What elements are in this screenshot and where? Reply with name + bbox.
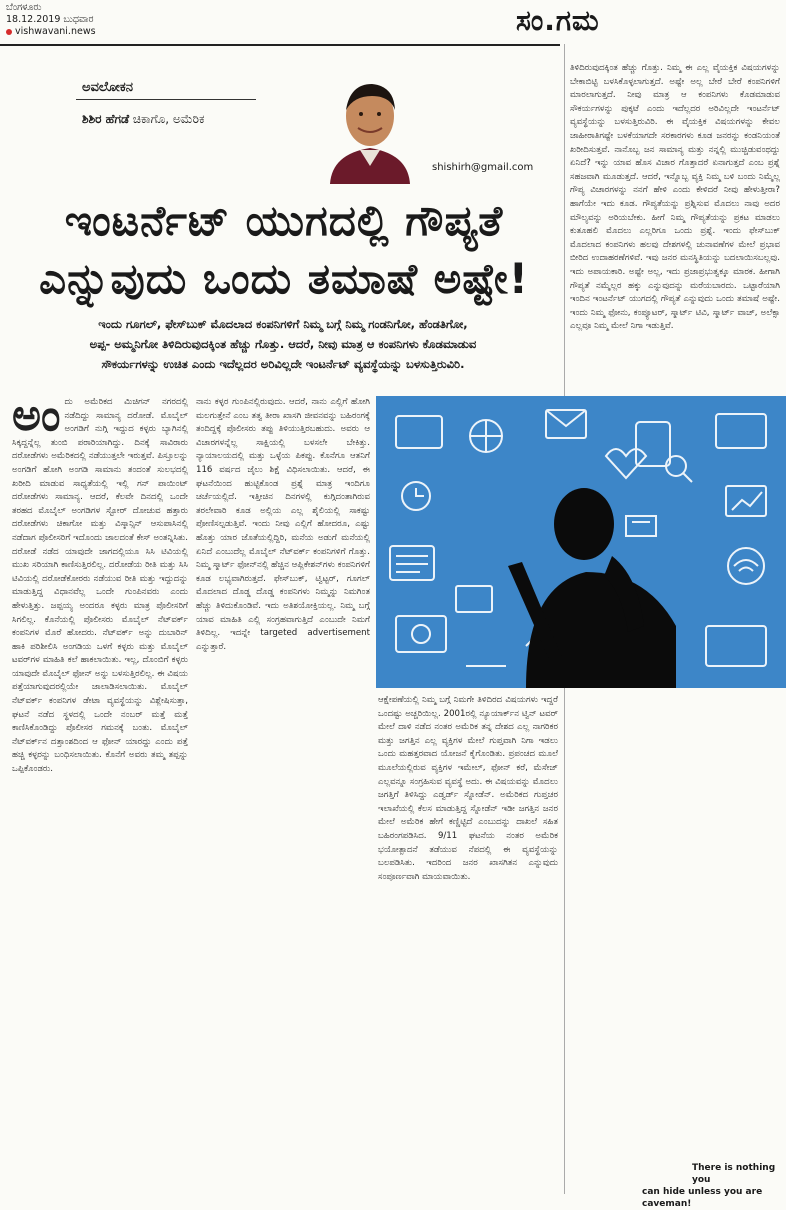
column-4-text: ತಿಳಿದಿರುವುದಕ್ಕಿಂತ ಹೆಚ್ಚು ಗೊತ್ತು. ನಿಮ್ಮ ಈ ಎಲ್ಲ ವೈಯಕ್ತಿಕ ವಿಷಯಗಳನ್ನು ಬೇಕಾಬಿಟ್ಟಿ ಬಳಸಿಕೊಳ್ಳಲಾಗುತ್ತದೆ. ಅಷ್ಟೇ ಅಲ್ಲ ಬೇರೆ ಬೇರೆ ಕಂಪನಿಗಳಿಗೆ ಮಾರಲಾಗುತ್ತದೆ. ನೀವು ಮಾತ್ರ ಆ ಕಂಪನಿಗಳು ಕೊಡಮಾಡುವ ಸೌಕರ್ಯಗಳನ್ನು ಪುಕ್ಕಟೆ ಎಂದು ಇದೆಲ್ಲದರ ಅರಿವಿಲ್ಲದೇ ಇಂಟರ್ನೆಟ್ ವ್ಯವಸ್ಥೆಯನ್ನು ಬಳಸುತ್ತಿರುವಿರಿ. ಈ ವೈಯಕ್ತಿಕ ವಿಷಯಗಳನ್ನು ಕೇವಲ ಜಾಹೀರಾತಿಗಷ್ಟೇ ಬಳಕೆಯಾಗದೇ ಸರಕಾರಗಳು ಕೂಡ ಜನರನ್ನು ಕಂಡನಿಯಂತೆ ಖರೀದಿಸುತ್ತವೆ. ನಾನೊಬ್ಬ ಜನ ಸಾಮಾನ್ಯ ಮತ್ತು ನನ್ನಲ್ಲಿ ಮುಚ್ಚಿಡುವಂಥದ್ದು ಏನಿದೆ? ಇನ್ನು ಯಾವ ಹೊಸ ವಿಚಾರ ಗೊತ್ತಾದರೆ ಏನಾಗುತ್ತದೆ ಎಂಬ ಪ್ರಶ್ನೆ ಸಹಜವಾಗಿ ಮೂಡುತ್ತದೆ. ಆದರೆ, ಇನ್ನೊಬ್ಬ ವ್ಯಕ್ತಿ ನಿಮ್ಮ ಬಳಿ ಬಂದು ನಿಮ್ಮೆಲ್ಲ ಗೌಪ್ಯ ವಿಚಾರಗಳನ್ನು ನನಗೆ ಹೇಳಿ ಎಂದು ಕೇಳಿದರೆ ನೀವು ಹೇಳುತ್ತೀರಾ? ಹಾಗೆಯೇ ಇದು ಕೂಡ. ಗೌಪ್ಯತೆಯನ್ನು ಪ್ರಶ್ನಿಸುವ ಮೊದಲು ನಾವು ಅದರ ಮೌಲ್ಯವನ್ನು ಅರಿಯಬೇಕು. ಹೀಗೆ ನಿಮ್ಮ ಗೌಪ್ಯತೆಯನ್ನು ಪ್ರಕಟ ಮಾಡಲು ಕುತೂಹಲಿ ಮೊದಲು ಎಲ್ಲರಿಗೂ ಒಂದು ಪ್ರಶ್ನೆ. ಇಂದು ಫೇಸ್‌ಬುಕ್ ಮೊದಲಾದ ಕಂಪನಿಗಳು ಹಲವು ದೇಶಗಳಲ್ಲಿ ಚುನಾವಣೆಗಳ ಮೇಲೆ ಪ್ರಭಾವ ಬೀರಿದ ಉದಾಹರಣೆಗಳಿವೆ. ಇವು ಜನರ ಮನಸ್ಥಿತಿಯನ್ನು ಬದಲಾಯಿಸಬಲ್ಲವು. ಇದು ಅಪಾಯಕಾರಿ. ಅಷ್ಟೇ ಅಲ್ಲ, ಇದು ಪ್ರಜಾಪ್ರಭುತ್ವಕ್ಕೂ ಮಾರಕ. ಹೀಗಾಗಿ ಗೌಪ್ಯತೆ ನಮ್ಮೆಲ್ಲರ ಹಕ್ಕು ಎನ್ನುವುದನ್ನು ಮರೆಯಬಾರದು. ಒಟ್ಟಾರೆಯಾಗಿ ಇಂದಿನ ಇಂಟರ್ನೆಟ್ ಯುಗದಲ್ಲಿ ಗೌಪ್ಯತೆ ಎನ್ನುವುದು ಒಂದು ತಮಾಷೆ ಅಷ್ಟೇ. ಇಂದು ನಿಮ್ಮ ಫೋನು, ಕಂಪ್ಯೂಟರ್, ಸ್ಮಾರ್ಟ್ ಟಿವಿ, ಸ್ಮಾರ್ಟ್ ವಾಚ್, ಅಲೆಕ್ಸಾ ಎಲ್ಲವೂ ನಿಮ್ಮ ಮೇಲೆ ನಿಗಾ ಇಡುತ್ತಿವೆ. <box>570 63 780 332</box>
standfirst-line-2: ಅಪ್ಪ- ಅಮ್ಮನಿಗೋ ತಿಳಿದಿರುವುದಕ್ಕಿಂತ ಹೆಚ್ಚು ಗೊತ್ತು. ಆದರೆ, ನೀವು ಮಾತ್ರ ಆ ಕಂಪನಿಗಳು ಕೊಡಮಾಡುವ <box>89 337 477 351</box>
page-header <box>6 2 96 38</box>
standfirst-line-3: ಸೌಕರ್ಯಗಳನ್ನು ಉಚಿತ ಎಂದು ಇದೆಲ್ಲದರ ಅರಿವಿಲ್ಲದೇ ಇಂಟರ್ನೆಟ್ ವ್ಯವಸ್ಥೆಯನ್ನು ಬಳಸುತ್ತಿರುವಿರಿ. <box>101 357 465 371</box>
drop-cap: ಅಂ <box>12 396 61 441</box>
article-column-2 <box>196 396 370 1196</box>
standfirst <box>18 314 548 374</box>
headline <box>10 192 558 308</box>
closing-quote <box>642 1162 786 1210</box>
city-label: ಬೆಂಗಳೂರು <box>6 2 42 13</box>
column-1-text: ದು ಅಮೆರಿಕದ ಮಿಚಿಗನ್ ನಗರದಲ್ಲಿ ನಡೆದಿದ್ದು ಸಾಮಾನ್ಯ ದರೋಡೆ. ಮೊಬೈಲ್ ಅಂಗಡಿಗೆ ನುಗ್ಗಿ ಇದ್ದುದ ಕಳ್ಳರು ಬ್ಯಾಗಿನಲ್ಲಿ ಸಿಕ್ಕದ್ದನ್ನೆಲ್ಲ ತುಂಬಿ ಪರಾರಿಯಾಗಿದ್ದು. ದಿನಕ್ಕೆ ಸಾವಿರಾರು ದರೋಡೆಗಳು ಅಮೆರಿಕದಲ್ಲಿ ನಡೆಯುತ್ತಲೇ ಇರುತ್ತವೆ. ಪಿಸ್ತೂಲನ್ನು ಅಂಗಡಿಗೆ ಹೋಗಿ ಅಂಗಡಿ ಸಾಮಾನು ತಂದಂತೆ ಸುಲಭದಲ್ಲಿ ಖರೀದಿ ಮಾಡುವ ಸಾಧ್ಯತೆಯಲ್ಲಿ ಇಲ್ಲಿ ಗನ್ ಪಾಯಿಂಟ್ ದರೋಡೆಗಳು ಸಾಮಾನ್ಯ. ಆದರೆ, ಕೆಲವೇ ದಿನದಲ್ಲಿ ಒಂದೇ ತರಹದ ಮೊಬೈಲ್ ಅಂಗಡಿಗಳ ಸ್ಟೋರ್ ದೋಚುವ ಹತ್ತಾರು ದರೋಡೆಗಳು ಚಿಕಾಗೋ ಮತ್ತು ವಿಸ್ಕಾನ್ಸಿನ್ ಆಸುಪಾಸಿನಲ್ಲಿ ನಡೆದಾಗ ಪೊಲೀಸರಿಗೆ ಇದೊಂದು ಜಾಲದಂತೆ ಕೇಸ್ ಅಂತನ್ನಿಸಿತು. ದರೋಡೆ ನಡೆದ ಯಾವುದೇ ಜಾಗದಲ್ಲಿಯೂ ಸಿಸಿ ಟಿವಿಯಲ್ಲಿ ಮುಖ ಸರಿಯಾಗಿ ಕಾಣಿಸುತ್ತಿರಲಿಲ್ಲ. ದರೋಡೆಯ ರೀತಿ ಮತ್ತು ಸಿಸಿ ಟಿವಿಯಲ್ಲಿ ದರೋಡೆಕೋರರು ನಡೆಯುವ ರೀತಿ ಮತ್ತು ಇದ್ದುದನ್ನು ಮಾಡುತ್ತಿದ್ದ ವಿಧಾನವೆಲ್ಲ ಒಂದೇ ಗುಂಪಿನವರು ಎಂದು ಹೇಳುತ್ತಿತ್ತು. ಜಪ್ಪಯ್ಯ ಅಂದರೂ ಕಳ್ಳರು ಮಾತ್ರ ಪೊಲೀಸರಿಗೆ ಸಿಗಲಿಲ್ಲ. ಕೊನೆಯಲ್ಲಿ ಪೊಲೀಸರು ಮೊಬೈಲ್ ನೆಟ್‌ವರ್ಕ್ ಕಂಪನಿಗಳ ಮೊರೆ ಹೋದರು. ನೆಟ್‌ವರ್ಕ್ ಅನ್ನು ದುಬಾರಿನ್ ಹಾಕಿ ಪರಿಶೀಲಿಸಿ ಅಂಗಡಿಯ ಒಳಗೆ ಕಳ್ಳರು ಮತ್ತು ಮೊಬೈಲ್ ಟವರ್‌ಗಳ ಮಾಹಿತಿ ಕಲೆ ಹಾಕಲಾಯಿತು. ಇಲ್ಲ, ದೊಂಬಿಗೆ ಕಳ್ಳರು ಯಾವುದೇ ಮೊಬೈಲ್ ಫೋನ್ ಅನ್ನು ಬಳಸುತ್ತಿರಲಿಲ್ಲ. ಈ ವಿಷಯ ಪತ್ತೆಯಾಗುವುದರಲ್ಲಿಯೇ ಜಾಲಾಡಿಸಲಾಯಿತು. ಮೊಬೈಲ್ ನೆಟ್‌ವರ್ಕ್ ಕಂಪನಿಗಳ ಡೇಟಾ ವ್ಯವಸ್ಥೆಯನ್ನು ವಿಶ್ಲೇಷಿಸುತ್ತಾ, ಘಟನೆ ನಡೆದ ಸ್ಥಳದಲ್ಲಿ ಒಂದೇ ನಂಬರ್ ಮತ್ತೆ ಮತ್ತೆ ಕಾಣಿಸಿಕೊಂಡಿದ್ದು ಪೊಲೀಸರ ಗಮನಕ್ಕೆ ಬಂತು. ಮೊಬೈಲ್ ನೆಟ್‌ವರ್ಕ್‌ನ ದತ್ತಾಂಶದಿಂದ ಆ ಫೋನ್ ಯಾರದ್ದು ಎಂದು ಪತ್ತೆ ಹಚ್ಚಿ ಕಳ್ಳರನ್ನು ಬಂಧಿಸಲಾಯಿತು. ಕೊನೆಗೆ ಅವರು ತಮ್ಮ ತಪ್ಪನ್ನು ಒಪ್ಪಿಕೊಂಡರು. <box>12 397 188 775</box>
kicker-underline <box>76 99 256 100</box>
article-column-3 <box>378 694 558 1196</box>
closing-quote-line-2: can hide unless you are caveman! <box>642 1187 763 1209</box>
illustration-graphic <box>376 396 786 688</box>
date-label: 18.12.2019 ಬುಧವಾರ <box>6 14 94 25</box>
headline-line-2: ಎನ್ನುವುದು ಒಂದು ತಮಾಷೆ ಅಷ್ಟೇ! <box>39 254 529 303</box>
author-byline <box>82 112 306 127</box>
headline-line-1: ಇಂಟರ್ನೆಟ್ ಯುಗದಲ್ಲಿ ಗೌಪ್ಯತೆ <box>64 196 504 245</box>
author-block <box>36 80 306 127</box>
author-photo <box>320 74 420 184</box>
header-rule <box>0 44 560 46</box>
website-line <box>6 26 96 38</box>
column-2-text: ನಾನು ಕಳ್ಳರ ಗುಂಪಿನಲ್ಲಿರುವುದು. ಆದರೆ, ನಾನು ಎಲ್ಲಿಗೆ ಹೋಗಿ ಮಲಗುತ್ತೇನೆ ಎಂಬ ತತ್ವ ತೀರಾ ಖಾಸಗಿ ಜೀವನವನ್ನು ಬಹಿರಂಗಕ್ಕೆ ತಂದಿದ್ದಕ್ಕೆ ಪೊಲೀಸರು ತಪ್ಪು ತಿಳಿಯುತ್ತಿರಬಹುದು. ಅವರು ಆ ವಿಚಾರಗಳನ್ನೆಲ್ಲ ಸಾಕ್ಷಿಯಲ್ಲಿ ಬಳಸಲೇ ಬೇಕಿತ್ತು. ನ್ಯಾಯಾಲಯದಲ್ಲಿ ಮತ್ತು ಒಳ್ಳೆಯ ಪಿಕಪ್ಪು. ಕೊನೆಗೂ ಆತನಿಗೆ 116 ವರ್ಷದ ಜೈಲು ಶಿಕ್ಷೆ ವಿಧಿಸಲಾಯಿತು. ಆದರೆ, ಈ ಘಟನೆಯಿಂದ ಹುಟ್ಟಿಕೊಂಡ ಪ್ರಶ್ನೆ ಮಾತ್ರ ಇಂದಿಗೂ ಚರ್ಚೆಯಲ್ಲಿದೆ. ಇತ್ತೀಚಿನ ದಿನಗಳಲ್ಲಿ ಕುಗ್ಗಿದಂತಾಗಿರುವ ತರಲೇವಾರಿ ಕೂಡ ಅಲ್ಲಿಯ ಎಲ್ಲ ಶೈಲಿಯಲ್ಲಿ ಸಾಕಷ್ಟು ಪೋಣಿಸಲ್ಪಡುತ್ತಿವೆ. ಇಂದು ನೀವು ಎಲ್ಲಿಗೆ ಹೋದರೂ, ಎಷ್ಟು ಹೊತ್ತು ಯಾರ ಜೊತೆಯಲ್ಲಿದ್ದಿರಿ, ಮನೆಯ ಅಡುಗೆ ಮನೆಯಲ್ಲಿ ಏನಿದೆ ಎಂಬುದೆಲ್ಲ ಮೊಬೈಲ್ ನೆಟ್‌ವರ್ಕ್ ಕಂಪನಿಗಳಿಗೆ ಗೊತ್ತು. ನಿಮ್ಮ ಸ್ಮಾರ್ಟ್ ಫೋನ್‌ನಲ್ಲಿ ಹೆಚ್ಚಿನ ಆಪ್ಲಿಕೇಶನ್‌ಗಳು ಕಂಪನಿಗಳಿಗೆ ಕೂಡ ಲಭ್ಯವಾಗಿರುತ್ತದೆ. ಫೇಸ್‌ಬುಕ್, ಟ್ವಿಟ್ಟರ್, ಗೂಗಲ್ ಮೊದಲಾದ ದೊಡ್ಡ ದೊಡ್ಡ ಕಂಪನಿಗಳು ನಿಮ್ಮನ್ನು ನಿಮಗಿಂತ ಹೆಚ್ಚು ತಿಳಿದುಕೊಂಡಿವೆ. ಇದು ಅತಿಶಯೋಕ್ತಿಯಲ್ಲ. ನಿಮ್ಮ ಬಗ್ಗೆ ಯಾವ ಮಾಹಿತಿ ಎಲ್ಲಿ ಸಂಗ್ರಹವಾಗುತ್ತಿದೆ ಎಂಬುದೇ ನಿಮಗೆ ತಿಳಿದಿಲ್ಲ. ಇದನ್ನೇ targeted advertisement ಎನ್ನುತ್ತಾರೆ. <box>196 397 370 652</box>
author-location: ಚಿಕಾಗೊ, ಅಮೆರಿಕ <box>132 112 205 126</box>
author-name: ಶಿಶಿರ ಹೆಗಡೆ <box>82 112 130 126</box>
website-link[interactable]: vishwavani.news <box>15 26 96 37</box>
privacy-illustration <box>376 396 786 688</box>
column-3-text: ಆಕ್ಷೇಪಣೆಯಲ್ಲಿ ನಿಮ್ಮ ಬಗ್ಗೆ ನಿಮಗೇ ತಿಳಿದಿರದ ವಿಷಯಗಳು ಇದ್ದರೆ ಒಂದಷ್ಟು ಅಚ್ಚರಿಯಿಲ್ಲ. 2001ರಲ್ಲಿ ನ್ಯೂಯಾರ್ಕ್‌ನ ಟ್ವಿನ್ ಟವರ್ ಮೇಲೆ ದಾಳಿ ನಡೆದ ನಂತರ ಅಮೆರಿಕ ತನ್ನ ದೇಶದ ಎಲ್ಲ ನಾಗರಿಕರ ಮತ್ತು ಜಗತ್ತಿನ ಎಲ್ಲ ವ್ಯಕ್ತಿಗಳ ಮೇಲೆ ಗುಪ್ತವಾಗಿ ನಿಗಾ ಇಡಲು ಒಂದು ಮಹತ್ತರವಾದ ಯೋಜನೆ ಕೈಗೊಂಡಿತು. ಪ್ರಪಂಚದ ಮೂಲೆ ಮೂಲೆಯಲ್ಲಿರುವ ವ್ಯಕ್ತಿಗಳ ಇಮೇಲ್, ಫೋನ್ ಕರೆ, ಮೆಸೇಜ್ ಎಲ್ಲವನ್ನೂ ಸಂಗ್ರಹಿಸುವ ವ್ಯವಸ್ಥೆ ಅದು. ಈ ವಿಷಯವನ್ನು ಮೊದಲು ಜಗತ್ತಿಗೆ ತಿಳಿಸಿದ್ದು ಎಡ್ವರ್ಡ್ ಸ್ನೋಡೆನ್. ಅಮೆರಿಕದ ಗುಪ್ತಚರ ಇಲಾಖೆಯಲ್ಲಿ ಕೆಲಸ ಮಾಡುತ್ತಿದ್ದ ಸ್ನೋಡೆನ್ ಇಡೀ ಜಗತ್ತಿನ ಜನರ ಮೇಲೆ ಅಮೆರಿಕ ಹೇಗೆ ಕಣ್ಣಿಟ್ಟಿದೆ ಎಂಬುದನ್ನು ದಾಖಲೆ ಸಹಿತ ಬಹಿರಂಗಪಡಿಸಿದ. 9/11 ಘಟನೆಯ ನಂತರ ಅಮೆರಿಕ ಭಯೋತ್ಪಾದನೆ ತಡೆಯುವ ನೆಪದಲ್ಲಿ ಈ ವ್ಯವಸ್ಥೆಯನ್ನು ಬಲಪಡಿಸಿತು. ಇದರಿಂದ ಜನರ ಖಾಸಗಿತನ ಎನ್ನುವುದು ಸಂಪೂರ್ಣವಾಗಿ ಮಾಯವಾಯಿತು. <box>378 695 558 882</box>
article-column-1 <box>12 396 188 1196</box>
standfirst-line-1: ಇಂದು ಗೂಗಲ್, ಫೇಸ್‌ಬುಕ್ ಮೊದಲಾದ ಕಂಪನಿಗಳಿಗೆ ನಿಮ್ಮ ಬಗ್ಗೆ ನಿಮ್ಮ ಗಂಡನಿಗೋ, ಹೆಂಡತಿಗೋ, <box>98 317 468 331</box>
author-email[interactable]: shishirh@gmail.com <box>432 162 534 173</box>
closing-quote-line-1: There is nothing you <box>692 1163 776 1185</box>
brand-dot-icon <box>6 29 12 35</box>
column-kicker: ಅವಲೋಕನ <box>82 80 133 95</box>
section-masthead: ಸಂ.ಗಮ <box>516 4 600 37</box>
